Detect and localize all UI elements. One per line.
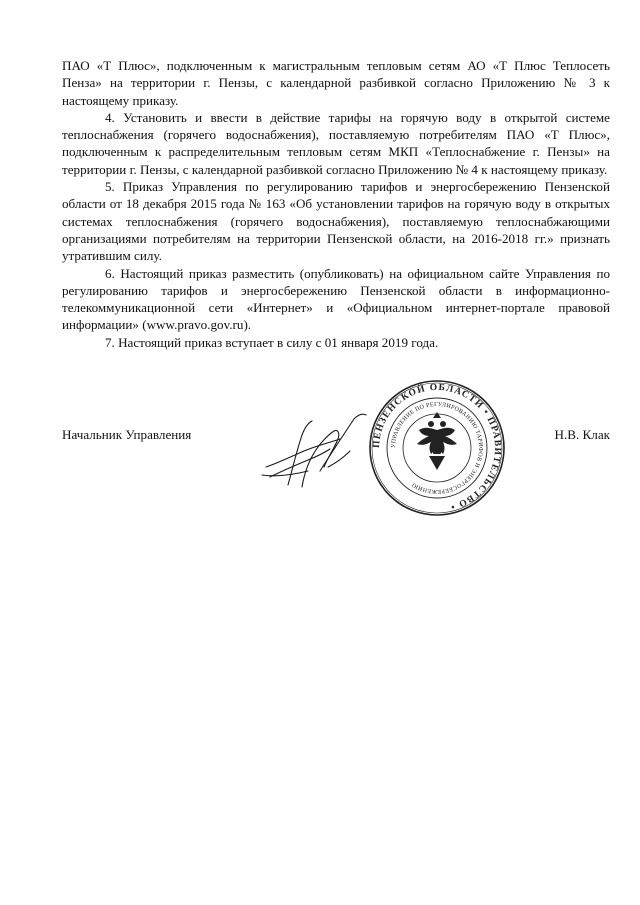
document-body — [62, 57, 610, 351]
signatory-title: Начальник Управления — [62, 427, 192, 442]
paragraph-4: 4. Установить и ввести в действие тарифы на горячую воду в открытой системе теплоснабжения (горячего водоснабжения), поставляемую потребителям ПАО «Т Плюс», подключенным к распределительным тепловым сетям МКП «Теплоснабжение г. Пензы» на территории г. Пензы, с календарной разбивкой согласно Приложению № 4 к настоящему приказу. — [62, 109, 610, 177]
handwritten-signature — [258, 405, 378, 495]
paragraph-3-continuation: ПАО «Т Плюс», подключенным к магистральным тепловым сетям АО «Т Плюс Теплосеть Пенза» на территории г. Пензы, с календарной разбивкой согласно Приложению № 3 к настоящему приказу. — [62, 58, 610, 108]
paragraph-6: 6. Настоящий приказ разместить (опубликовать) на официальном сайте Управления по регулированию тарифов и энергосбережению Пензенской области в информационно-телекоммуникационной сети «Интернет» и «Официальном интернет-портале правовой информации» (www.pravo.gov.ru). — [62, 265, 610, 333]
paragraph-7: 7. Настоящий приказ вступает в силу с 01 января 2019 года. — [105, 334, 439, 350]
svg-text:ПЕНЗЕНСКОЙ ОБЛАСТИ • ПРАВИТЕЛЬ: ПЕНЗЕНСКОЙ ОБЛАСТИ • ПРАВИТЕЛЬСТВО • — [371, 382, 503, 512]
paragraph-5: 5. Приказ Управления по регулированию тарифов и энергосбережению Пензенской области от 18 декабря 2015 года № 163 «Об установлении тарифов на горячую воду в открытых системах теплоснабжения (горячего водоснабжения), поставляемую теплоснабжающими организациями потребителям на территории Пензенской области, на 2016-2018 гг.» признать утратившим силу. — [62, 179, 610, 264]
signatory-name: Н.В. Клак — [554, 427, 610, 442]
official-seal — [367, 378, 507, 518]
svg-text:УПРАВЛЕНИЕ ПО РЕГУЛИРОВАНИЮ ТА: УПРАВЛЕНИЕ ПО РЕГУЛИРОВАНИЮ ТАРИФОВ И ЭНЕРГОСБЕРЕЖЕНИЮ — [390, 401, 484, 495]
